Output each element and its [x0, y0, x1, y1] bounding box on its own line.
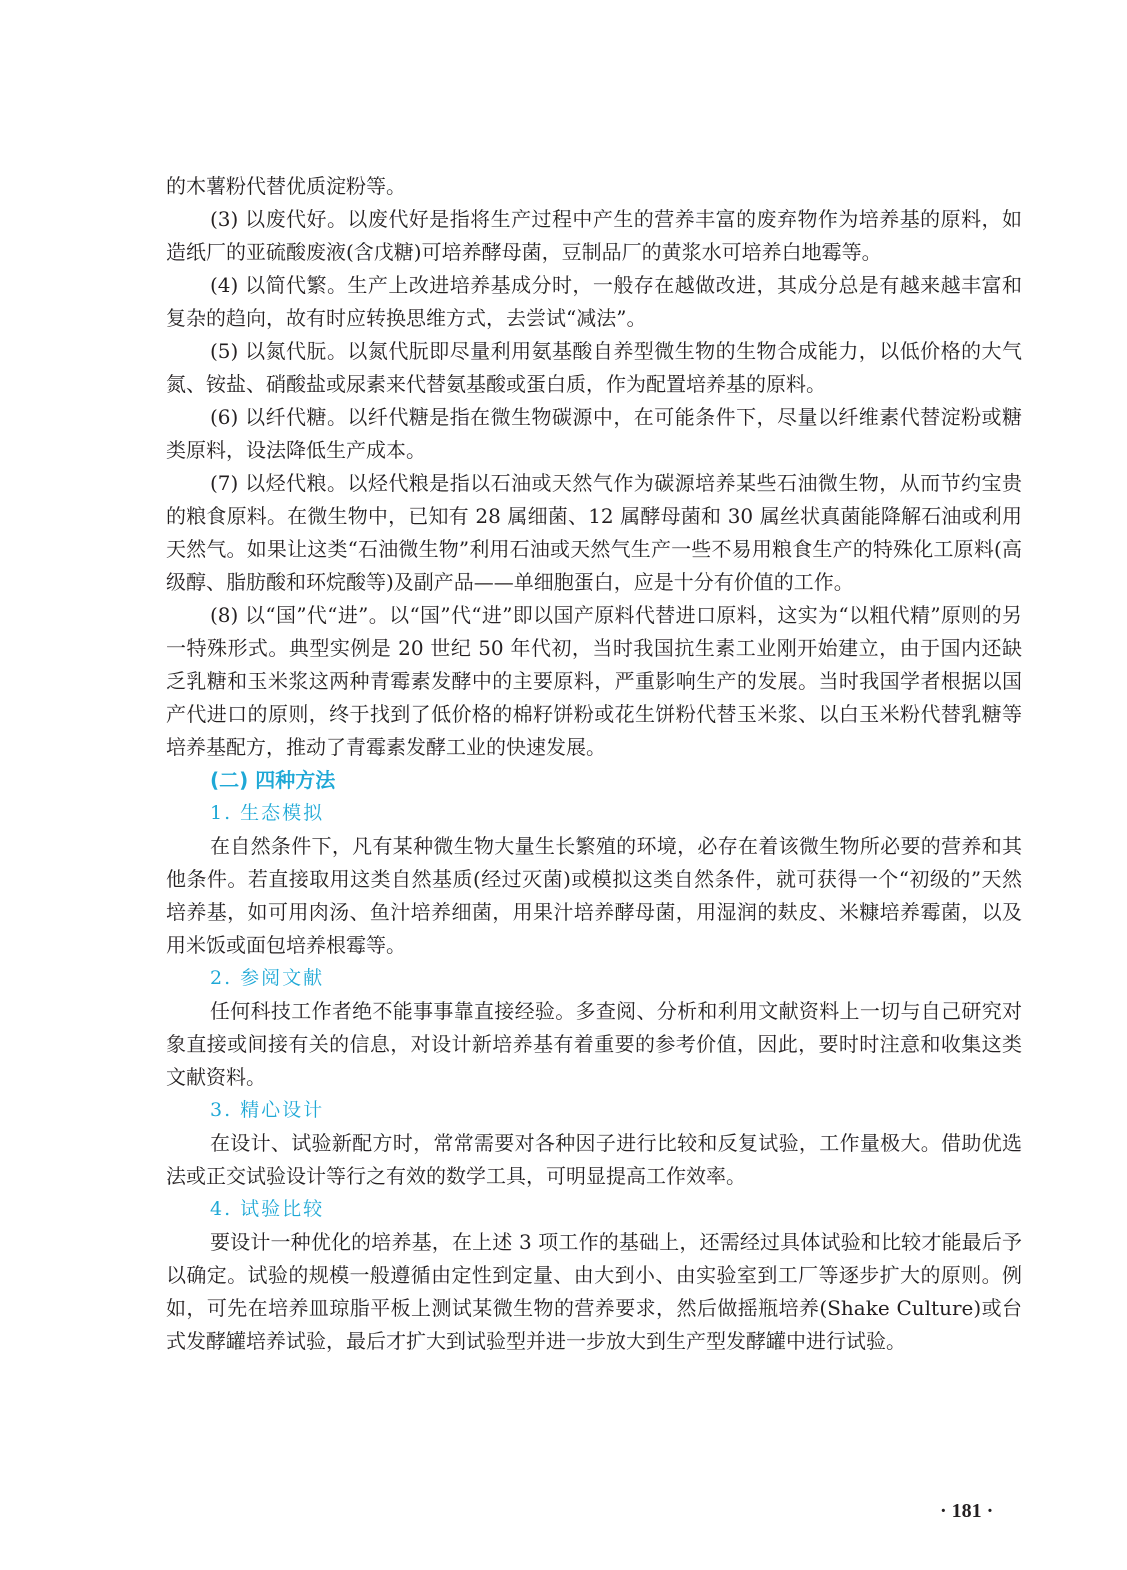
paragraph-ecology: 在自然条件下，凡有某种微生物大量生长繁殖的环境，必存在着该微生物所必要的营养和其他条件。若直接取用这类自然基质(经过灭菌)或模拟这类自然条件，就可获得一个“初级的”天然培养基，如可用肉汤、鱼汁培养细菌，用果汁培养酵母菌，用湿润的麸皮、米糠培养霉菌，以及用米饭或面包培养根霉等。: [166, 834, 1022, 957]
subheading-experiment: 4. 试验比较: [210, 1198, 325, 1220]
paragraph-continuation: 的木薯粉代替优质淀粉等。: [166, 174, 406, 198]
subheading-ecology: 1. 生态模拟: [210, 802, 325, 824]
paragraph-design: 在设计、试验新配方时，常常需要对各种因子进行比较和反复试验，工作量极大。借助优选法或正交试验设计等行之有效的数学工具，可明显提高工作效率。: [166, 1131, 1022, 1188]
paragraph-literature: 任何科技工作者绝不能事事靠直接经验。多查阅、分析和利用文献资料上一切与自己研究对象直接或间接有关的信息，对设计新培养基有着重要的参考价值，因此，要时时注意和收集这类文献资料。: [166, 999, 1022, 1089]
paragraph-item-5: (5) 以氮代朊。以氮代朊即尽量利用氨基酸自养型微生物的生物合成能力，以低价格的大气氮、铵盐、硝酸盐或尿素来代替氨基酸或蛋白质，作为配置培养基的原料。: [166, 339, 1022, 396]
page-number: · 181 ·: [940, 1500, 994, 1522]
paragraph-item-7: (7) 以烃代粮。以烃代粮是指以石油或天然气作为碳源培养某些石油微生物，从而节约宝贵的粮食原料。在微生物中，已知有 28 属细菌、12 属酵母菌和 30 属丝状真菌能降解石油或利用天然气。如果让这类“石油微生物”利用石油或天然气生产一些不易用粮食生产的特殊化工原料(高级醇、脂肪酸和环烷酸等)及副产品——单细胞蛋白，应是十分有价值的工作。: [166, 471, 1022, 594]
page-content: [166, 170, 1022, 1358]
section-heading: (二) 四种方法: [210, 768, 336, 792]
paragraph-experiment: 要设计一种优化的培养基，在上述 3 项工作的基础上，还需经过具体试验和比较才能最后予以确定。试验的规模一般遵循由定性到定量、由大到小、由实验室到工厂等逐步扩大的原则。例如，可先在培养皿琼脂平板上测试某微生物的营养要求，然后做摇瓶培养(Shake Culture)或台式发酵罐培养试验，最后才扩大到试验型并进一步放大到生产型发酵罐中进行试验。: [166, 1230, 1022, 1353]
paragraph-item-6: (6) 以纤代糖。以纤代糖是指在微生物碳源中，在可能条件下，尽量以纤维素代替淀粉或糖类原料，设法降低生产成本。: [166, 405, 1022, 462]
subheading-literature: 2. 参阅文献: [210, 967, 325, 989]
paragraph-item-4: (4) 以简代繁。生产上改进培养基成分时，一般存在越做改进，其成分总是有越来越丰富和复杂的趋向，故有时应转换思维方式，去尝试“减法”。: [166, 273, 1022, 330]
paragraph-item-8: (8) 以“国”代“进”。以“国”代“进”即以国产原料代替进口原料，这实为“以粗代精”原则的另一特殊形式。典型实例是 20 世纪 50 年代初，当时我国抗生素工业刚开始建立，由于国内还缺乏乳糖和玉米浆这两种青霉素发酵中的主要原料，严重影响生产的发展。当时我国学者根据以国产代进口的原则，终于找到了低价格的棉籽饼粉或花生饼粉代替玉米浆、以白玉米粉代替乳糖等培养基配方，推动了青霉素发酵工业的快速发展。: [166, 603, 1022, 759]
subheading-design: 3. 精心设计: [210, 1099, 325, 1121]
paragraph-item-3: (3) 以废代好。以废代好是指将生产过程中产生的营养丰富的废弃物作为培养基的原料，如造纸厂的亚硫酸废液(含戊糖)可培养酵母菌，豆制品厂的黄浆水可培养白地霉等。: [166, 207, 1022, 264]
